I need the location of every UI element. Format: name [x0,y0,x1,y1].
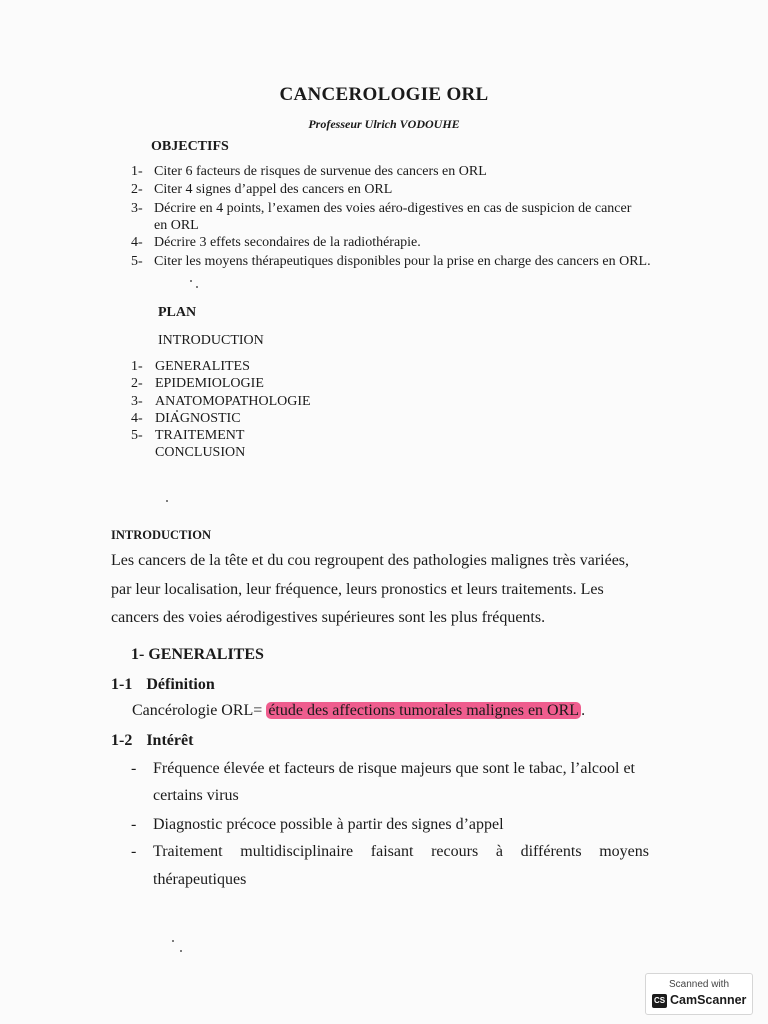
plan-number: 5- [131,428,143,443]
bullet-marker: - [131,816,137,833]
bullet-word: à [495,843,503,860]
bullet-line-justified [153,843,649,861]
plan-item [131,376,264,392]
definition-prefix: Cancérologie ORL= [132,702,263,719]
bullet-word: recours [431,843,479,860]
bullet-line: Diagnostic précoce possible à partir des signes d’appel [153,816,504,833]
scan-speck [172,940,174,942]
bullet-line: thérapeutiques [153,871,247,888]
objective-item [131,201,631,217]
plan-text: GENERALITES [155,359,250,374]
objective-item [131,235,421,251]
plan-text: TRAITEMENT [155,428,245,443]
bullet-word: faisant [370,843,414,860]
bullet-marker: - [131,843,137,860]
bullet-word: multidisciplinaire [240,843,354,860]
objective-text: Citer 6 facteurs de risques de survenue des cancers en ORL [154,164,487,179]
subsection-title: Intérêt [146,732,194,749]
subsection-number: 1-2 [111,732,133,749]
scan-speck [166,500,168,502]
document-author: Professeur Ulrich VODOUHE [308,117,460,131]
plan-number: 3- [131,394,143,409]
plan-introduction: INTRODUCTION [158,333,264,348]
camscanner-watermark [645,973,753,1015]
subsection-definition [111,676,215,694]
plan-item [131,394,311,410]
bullet-line: Fréquence élevée et facteurs de risque majeurs que sont le tabac, l’alcool et [153,760,635,777]
introduction-line: cancers des voies aérodigestives supérieures sont les plus fréquents. [111,609,546,626]
watermark-caption: Scanned with [668,979,730,990]
introduction-line: par leur localisation, leur fréquence, leurs pronostics et leurs traitements. Les [111,581,604,598]
objective-number: 2- [131,182,143,197]
plan-text: EPIDEMIOLOGIE [155,376,264,391]
objective-number: 5- [131,254,143,269]
objective-text: Citer 4 signes d’appel des cancers en ORL [154,182,393,197]
scan-speck [190,280,192,282]
scan-speck [196,286,198,288]
plan-item [131,428,244,444]
plan-item [131,359,250,375]
plan-heading: PLAN [158,305,197,320]
subsection-title: Définition [146,676,215,693]
bullet-marker: - [131,760,137,777]
subsection-interet [111,732,193,750]
plan-conclusion: CONCLUSION [155,445,246,460]
objectives-heading: OBJECTIFS [151,139,229,154]
document-title: CANCEROLOGIE ORL [279,84,489,105]
definition-line [132,702,585,720]
objective-continuation: en ORL [154,218,199,233]
plan-text: ANATOMOPATHOLOGIE [155,394,311,409]
plan-text: DIAGNOSTIC [155,411,241,426]
objective-number: 4- [131,235,143,250]
objective-text: Décrire en 4 points, l’examen des voies aéro-digestives en cas de suspicion de cancer [154,201,632,216]
objective-item [131,254,651,270]
scan-speck [180,950,182,952]
watermark-brand: CamScanner [670,993,747,1007]
objective-text: Citer les moyens thérapeutiques disponibles pour la prise en charge des cancers en ORL. [154,254,651,269]
introduction-line: Les cancers de la tête et du cou regroupent des pathologies malignes très variées, [111,552,630,569]
plan-item [131,411,241,427]
bullet-word: moyens [599,843,649,860]
objective-text: Décrire 3 effets secondaires de la radiothérapie. [154,235,421,250]
objective-item [131,182,392,198]
plan-number: 2- [131,376,143,391]
definition-highlight: étude des affections tumorales malignes en ORL [268,702,580,719]
bullet-word: Traitement [153,843,223,860]
objective-number: 3- [131,201,143,216]
bullet-word: différents [520,843,582,860]
bullet-line: certains virus [153,787,239,804]
objective-number: 1- [131,164,143,179]
plan-number: 1- [131,359,143,374]
camscanner-logo-icon: CS [652,994,667,1008]
plan-number: 4- [131,411,143,426]
section-heading-generalites: 1- GENERALITES [131,646,264,663]
subsection-number: 1-1 [111,676,133,693]
introduction-heading: INTRODUCTION [111,528,212,542]
definition-suffix: . [581,702,586,719]
objective-item [131,164,487,180]
